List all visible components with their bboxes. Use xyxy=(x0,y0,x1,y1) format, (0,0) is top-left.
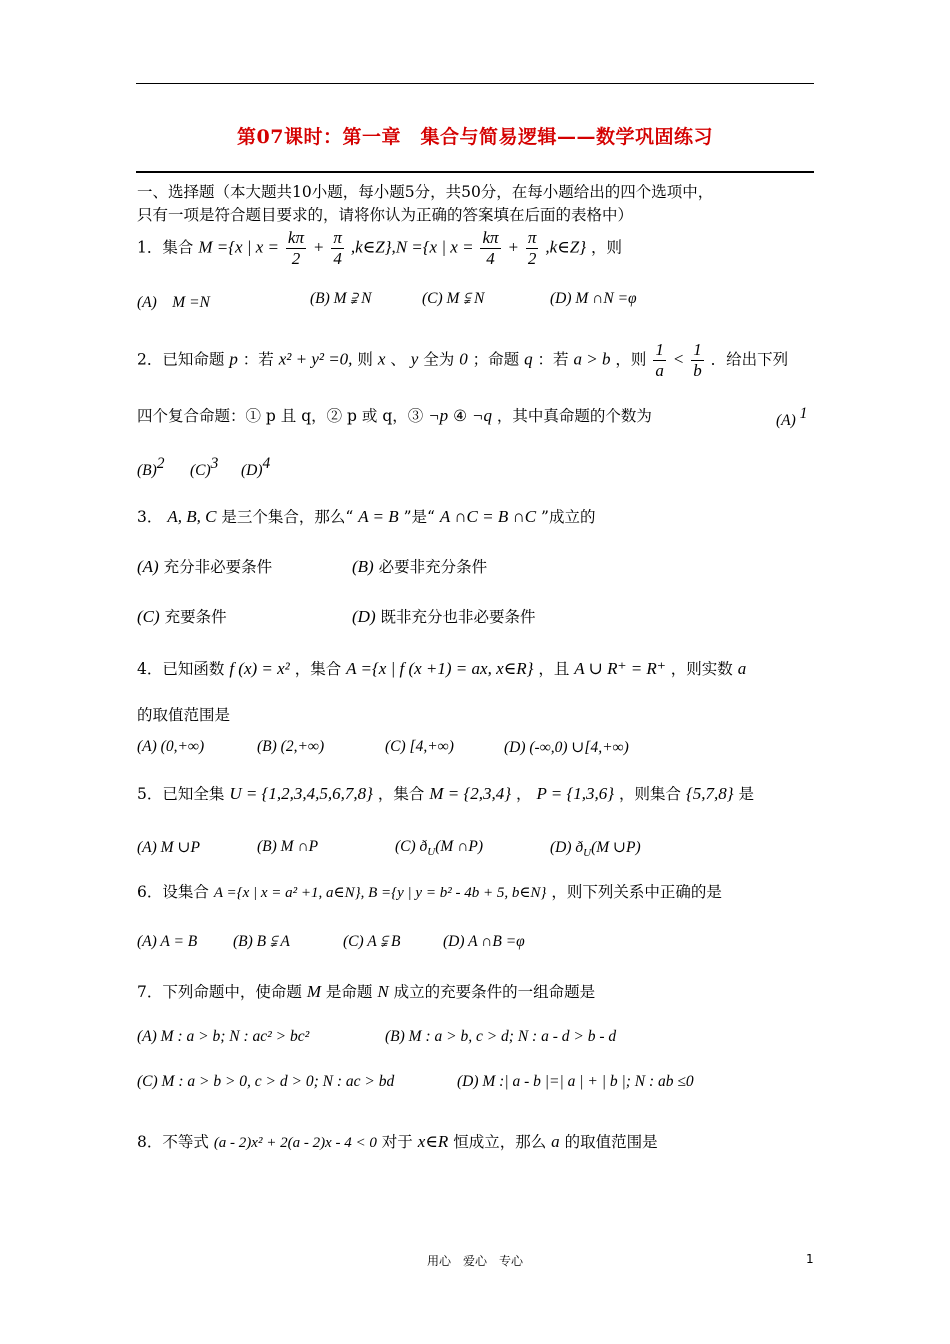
q8-lead: 8．不等式 xyxy=(137,1133,209,1151)
q2-option-c xyxy=(190,455,219,480)
q3-cond-2: A ∩C = B ∩C xyxy=(439,507,537,526)
q2-frac-b-num: 1 xyxy=(693,340,702,359)
q1-frac-3-num: kπ xyxy=(482,228,499,247)
q3-option-b-text: 必要非充分条件 xyxy=(378,558,488,576)
q2-given: ．给出下列 xyxy=(710,350,789,369)
q5-option-d-sub: U xyxy=(583,847,592,860)
q7-n: N xyxy=(377,982,389,1001)
q2-option-d-value: 4 xyxy=(262,455,271,472)
q6-option-b: (B) B ⫋ A xyxy=(233,933,290,950)
q1-frac-3 xyxy=(480,228,500,269)
question-3 xyxy=(137,505,817,527)
q5-lead: 5．已知全集 xyxy=(137,785,225,803)
q2-x: x xyxy=(377,349,386,369)
q2-option-d xyxy=(241,455,271,480)
question-1 xyxy=(137,228,817,269)
q5-option-a: (A) M ∪P xyxy=(137,839,200,856)
q2-y: y xyxy=(410,349,419,369)
question-8 xyxy=(137,1130,817,1152)
q1-plus-1: + xyxy=(312,237,325,257)
q5-set-m: M = {2,3,4} xyxy=(429,784,512,803)
q6-tail: ，则下列关系中正确的是 xyxy=(551,883,722,901)
question-4-line-2: 的取值范围是 xyxy=(137,706,231,724)
q4-text-1: ，集合 xyxy=(294,660,342,678)
q1-lead: 1．集合 xyxy=(137,238,194,257)
q2-option-a-label: (A) xyxy=(776,412,796,429)
q1-option-c: (C) M ⫋ N xyxy=(422,290,485,307)
q1-frac-1-den: 2 xyxy=(291,249,301,268)
q6-sets: A ={x | x = a² +1, a∈N}, B ={y | y = b² - 4b + 5, b∈N} xyxy=(213,885,547,901)
q2-ask: ，其中真命题的个数为 xyxy=(496,407,652,425)
footer-motto: 用心 爱心 专心 xyxy=(426,1254,523,1268)
q2-prop-q: ；命题 xyxy=(472,350,520,369)
q2-option-b-label: (B) xyxy=(137,462,157,479)
q2-frac-b-den: b xyxy=(693,361,702,380)
q2-zero: 0 xyxy=(459,349,468,369)
q5-text-3: ，则集合 xyxy=(619,785,682,803)
q4-function: f (x) = x² xyxy=(229,659,290,678)
q2-less-than: < xyxy=(672,349,685,369)
q2-option-b xyxy=(137,455,165,480)
q6-option-a: (A) A = B xyxy=(137,933,198,950)
q2-q: q xyxy=(524,349,533,369)
q7-m: M xyxy=(306,982,321,1001)
q1-option-b: (B) M ⫌ N xyxy=(310,290,372,307)
question-4 xyxy=(137,657,817,679)
question-7 xyxy=(137,980,817,1002)
q1-frac-2 xyxy=(331,228,344,269)
q2-option-d-label: (D) xyxy=(241,462,263,479)
q1-frac-1 xyxy=(286,228,306,269)
q2-then-2: ，则 xyxy=(615,350,647,369)
q2-frac-a xyxy=(653,340,666,381)
q1-option-a: (A) M =N xyxy=(137,294,210,311)
q4-a: a xyxy=(737,659,747,678)
q1-frac-4-num: π xyxy=(527,228,537,247)
q1-frac-1-num: kπ xyxy=(287,228,304,247)
q2-circle-4: ④ xyxy=(453,407,468,425)
q2-a-gt-b: a > b xyxy=(573,349,611,369)
q3-option-c xyxy=(137,605,227,627)
q2-option-c-label: (C) xyxy=(190,462,211,479)
q5-universal-set: U = {1,2,3,4,5,6,7,8} xyxy=(229,784,373,803)
q5-set-p: P = {1,3,6} xyxy=(536,784,615,803)
q1-frac-2-den: 4 xyxy=(333,249,342,268)
q4-option-c: (C) [4,+∞) xyxy=(385,738,454,755)
q1-math-a: M ={x | x = xyxy=(198,237,279,257)
q5-text-4: 是 xyxy=(738,785,755,803)
q3-cond-1: A = B xyxy=(358,507,399,526)
question-2-line-2 xyxy=(137,404,817,426)
q2-frac-a-den: a xyxy=(655,361,664,380)
q3-text-3: ”成立的 xyxy=(541,508,596,526)
q6-option-c: (C) A ⫋ B xyxy=(343,933,401,950)
q8-a: a xyxy=(551,1132,560,1151)
q5-option-b: (B) M ∩P xyxy=(257,838,319,855)
q4-lead: 4．已知函数 xyxy=(137,660,225,678)
q4-set-a: A ={x | f (x +1) = ax, x∈R} xyxy=(346,659,534,678)
q2-not-p: ¬p xyxy=(428,406,449,425)
q2-then: 则 xyxy=(357,350,373,369)
q3-option-d xyxy=(352,605,536,627)
q2-lead: 2．已知命题 xyxy=(137,350,225,369)
q1-math-b: ,k∈Z},N ={x | x = xyxy=(350,237,474,257)
q5-option-c-sub: U xyxy=(427,846,436,859)
q7-lead: 7．下列命题中，使命题 xyxy=(137,983,302,1001)
page-title: 第07课时：第一章 集合与简易逻辑——数学巩固练习 xyxy=(237,126,713,148)
q2-all-are: 全为 xyxy=(423,350,455,369)
q3-sets: A, B, C xyxy=(167,507,217,526)
q3-option-d-text: 既非充分也非必要条件 xyxy=(380,608,536,626)
q5-text-2: ， xyxy=(515,785,532,803)
q4-text-2: ，且 xyxy=(538,660,570,678)
q3-text-2: ”是“ xyxy=(403,508,435,526)
q7-text-1: 是命题 xyxy=(325,983,373,1001)
q7-option-b: (B) M : a > b, c > d; N : a - d > b - d xyxy=(385,1028,617,1045)
question-2-line-1 xyxy=(137,340,817,381)
page-number: 1 xyxy=(806,1252,814,1266)
q3-option-c-label: (C) xyxy=(137,607,160,626)
q3-option-a-text: 充分非必要条件 xyxy=(163,558,273,576)
q7-option-d: (D) M :| a - b |=| a | + | b |; N : ab ≤0 xyxy=(457,1073,694,1090)
q2-frac-b xyxy=(691,340,704,381)
q3-option-c-text: 充要条件 xyxy=(164,608,227,626)
q5-option-d xyxy=(550,838,641,859)
q3-option-b xyxy=(352,555,487,577)
q2-if-2: ：若 xyxy=(537,350,569,369)
q5-option-c-tail: (M ∩P) xyxy=(435,838,484,855)
q8-x-in-r: x∈R xyxy=(417,1132,449,1151)
q4-text-3: ，则实数 xyxy=(670,660,733,678)
q2-if-1: ：若 xyxy=(242,350,274,369)
q5-option-d-prefix: (D) ð xyxy=(550,839,584,856)
q3-text-1: 是三个集合，那么“ xyxy=(221,508,354,526)
intro-line-1: 一、选择题（本大题共10小题，每小题5分，共50分，在每小题给出的四个选项中， xyxy=(137,183,714,201)
q3-option-b-label: (B) xyxy=(352,557,374,576)
q1-plus-2: + xyxy=(507,237,519,257)
question-5 xyxy=(137,782,817,804)
q4-option-a: (A) (0,+∞) xyxy=(137,738,205,755)
q1-frac-2-num: π xyxy=(333,228,342,247)
q7-option-c: (C) M : a > b > 0, c > d > 0; N : ac > bd xyxy=(137,1073,395,1090)
q2-condition: x² + y² =0, xyxy=(278,349,353,369)
q4-option-d: (D) (-∞,0) ∪[4,+∞) xyxy=(504,739,629,756)
q1-math-c: ,k∈Z} xyxy=(545,237,587,257)
q3-option-a-label: (A) xyxy=(137,557,159,576)
q7-option-a: (A) M : a > b; N : ac² > bc² xyxy=(137,1028,310,1045)
q5-option-c-prefix: (C) ð xyxy=(395,838,428,855)
q4-union: A ∪ R⁺ = R⁺ xyxy=(574,659,666,678)
q2-not-q: ¬q xyxy=(471,406,492,425)
q1-frac-4-den: 2 xyxy=(527,249,537,268)
q5-set-s: {5,7,8} xyxy=(685,784,734,803)
q3-option-a xyxy=(137,555,272,577)
q2-option-a xyxy=(776,405,808,430)
title-rule xyxy=(136,171,814,173)
q1-frac-3-den: 4 xyxy=(486,249,495,268)
q6-option-d: (D) A ∩B =φ xyxy=(443,933,525,950)
q2-p: p xyxy=(229,349,238,369)
q2-option-a-value: 1 xyxy=(799,405,808,422)
q5-option-d-tail: (M ∪P) xyxy=(591,839,641,856)
q2-compound: 四个复合命题：① p 且 q，② p 或 q，③ xyxy=(137,407,424,425)
q4-option-b: (B) (2,+∞) xyxy=(257,738,325,755)
intro-line-2: 只有一项是符合题目要求的，请将你认为正确的答案填在后面的表格中） xyxy=(137,206,634,224)
q6-lead: 6．设集合 xyxy=(137,883,209,901)
question-6 xyxy=(137,880,817,902)
q3-num: 3． xyxy=(137,508,163,526)
q5-text-1: ，集合 xyxy=(377,785,425,803)
q2-sep: 、 xyxy=(390,350,406,369)
q8-text-3: 的取值范围是 xyxy=(564,1133,658,1151)
q2-option-b-value: 2 xyxy=(156,455,165,472)
q1-option-d: (D) M ∩N =φ xyxy=(550,290,637,307)
q7-text-2: 成立的充要条件的一组命题是 xyxy=(393,983,596,1001)
q1-frac-4 xyxy=(526,228,539,269)
q2-frac-a-num: 1 xyxy=(655,340,664,359)
q2-option-c-value: 3 xyxy=(210,455,219,472)
q8-text-2: 恒成立，那么 xyxy=(453,1133,547,1151)
q8-text-1: 对于 xyxy=(381,1133,413,1151)
header-rule xyxy=(136,83,814,84)
q3-option-d-label: (D) xyxy=(352,607,376,626)
q8-inequality: (a - 2)x² + 2(a - 2)x - 4 < 0 xyxy=(213,1135,377,1151)
q5-option-c xyxy=(395,838,483,858)
q1-tail: ，则 xyxy=(590,238,622,257)
